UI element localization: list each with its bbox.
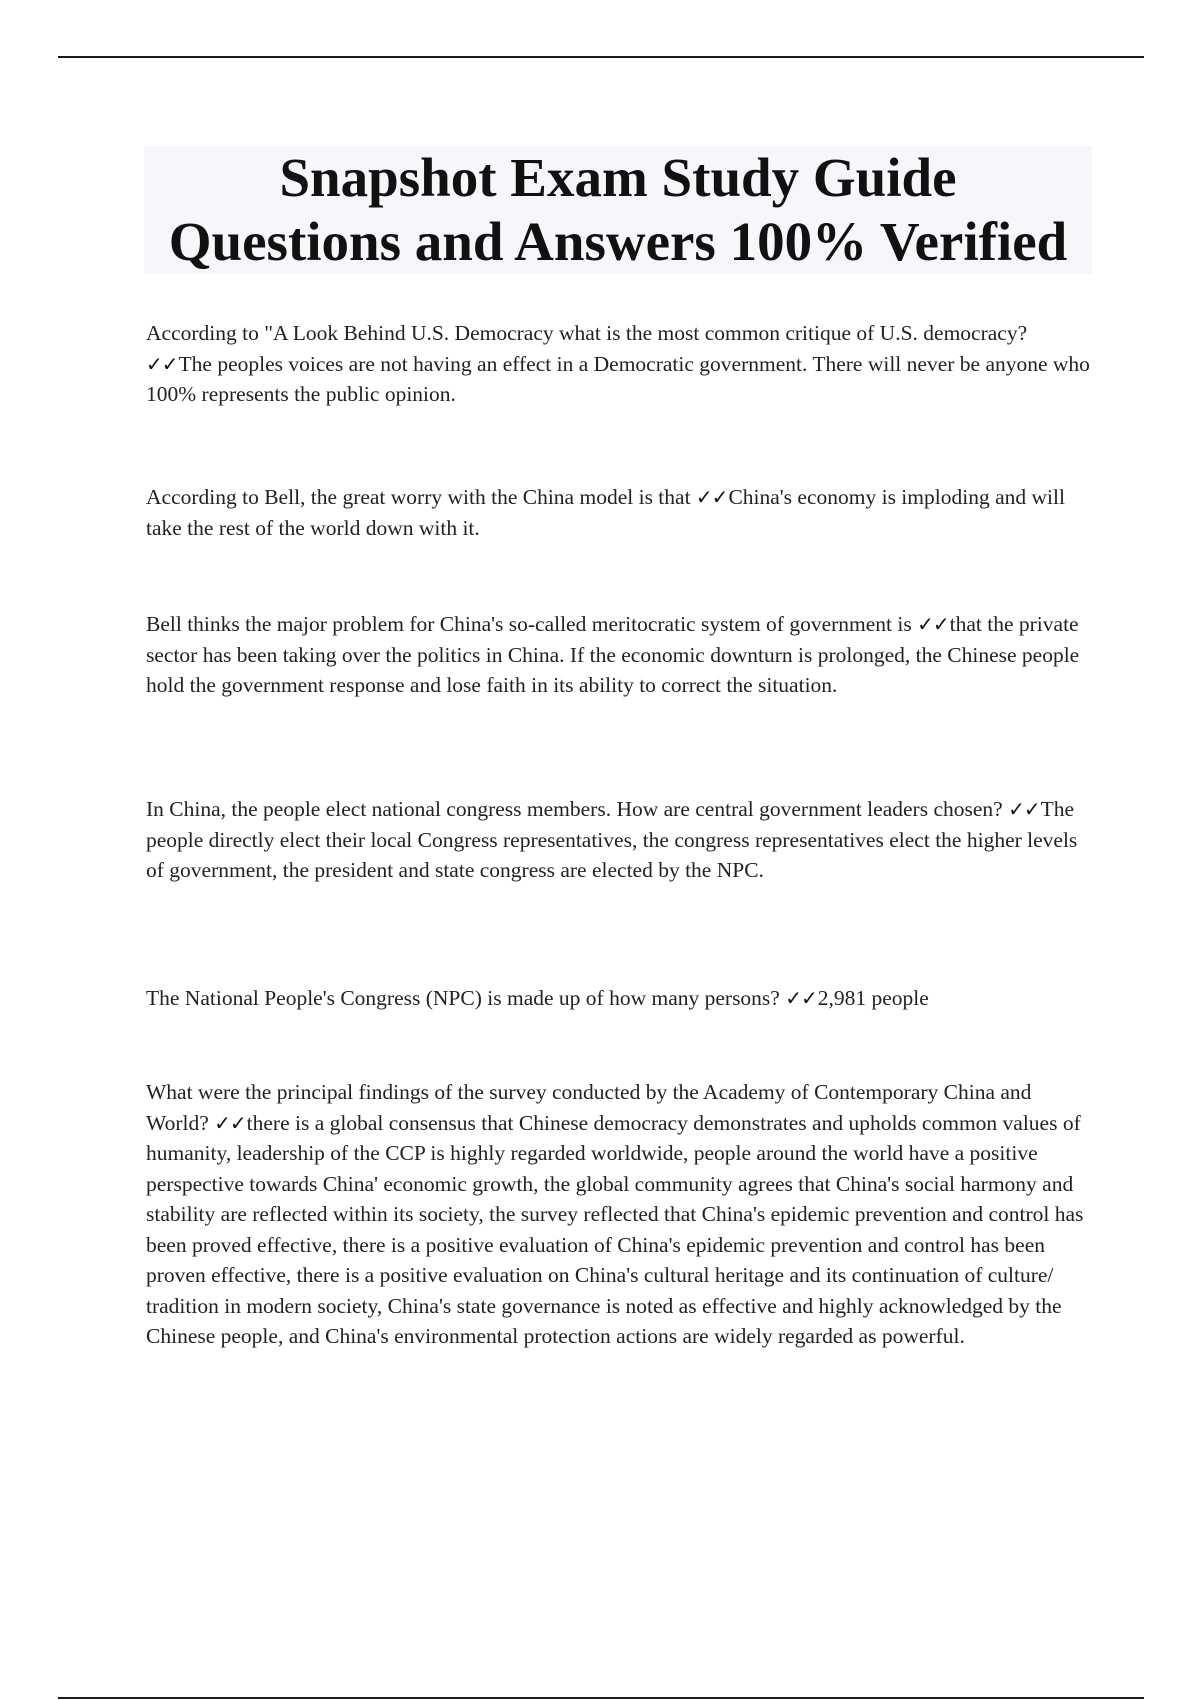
title-line-1: Snapshot Exam Study Guide [279,147,957,208]
question-text: According to "A Look Behind U.S. Democracy what is the most common critique of U.S. democracy? [146,321,1028,345]
question-text: What were the principal findings of the survey conducted by the Academy of Contemporary China and World? [146,1080,1032,1135]
double-check-icon: ✓✓ [214,1110,246,1135]
footer-rule [58,1697,1144,1699]
answer-text: there is a global consensus that Chinese democracy demonstrates and upholds common values of humanity, leadership of the CCP is highly regarded worldwide, people around the world have a positive perspective towards China' economic growth, the global community agrees that China's social harmony and stability are reflected within its society, the survey reflected that China's epidemic prevention and control has been proved effective, there is a positive evaluation of China's epidemic prevention and control has been proven effective, there is a positive evaluation on China's cultural heritage and its continuation of culture/ tradition in modern society, China's state governance is noted as effective and highly acknowledged by the Chinese people, and China's environmental protection actions are widely regarded as powerful. [146,1110,1084,1348]
double-check-icon: ✓✓ [917,612,949,636]
double-check-icon: ✓✓ [785,986,817,1010]
answer-text: The peoples voices are not having an effect in a Democratic government. There will never be anyone who 100% represents the public opinion. [146,351,1090,406]
double-check-icon: ✓✓ [1008,797,1040,821]
title-line-2: Questions and Answers 100% Verified [168,211,1068,272]
header-rule [58,56,1144,58]
qa-item-5 [146,983,1092,1014]
answer-text: that the private sector has been taking over the politics in China. If the economic downturn is prolonged, the Chinese people hold the government response and lose faith in its ability to correct the situation. [146,612,1080,697]
qa-item-1 [146,318,1092,410]
question-text: In China, the people elect national congress members. How are central government leaders chosen? [146,797,1009,821]
page-title [144,146,1092,274]
double-check-icon: ✓✓ [695,485,728,509]
answer-text: The people directly elect their local Congress representatives, the congress representatives elect the higher levels of government, the president and state congress are elected by the NPC. [146,797,1078,882]
question-text: Bell thinks the major problem for China's so-called meritocratic system of government is [146,612,918,636]
qa-item-2 [146,482,1092,543]
qa-item-3 [146,609,1092,701]
question-text: The National People's Congress (NPC) is made up of how many persons? [146,986,786,1010]
double-check-icon: ✓✓ [146,351,178,376]
answer-text: 2,981 people [817,986,929,1010]
qa-item-6 [146,1077,1092,1352]
question-text: According to Bell, the great worry with the China model is that [146,485,696,509]
answer-text: China's economy is imploding and will take the rest of the world down with it. [146,485,1065,540]
qa-item-4 [146,794,1092,886]
